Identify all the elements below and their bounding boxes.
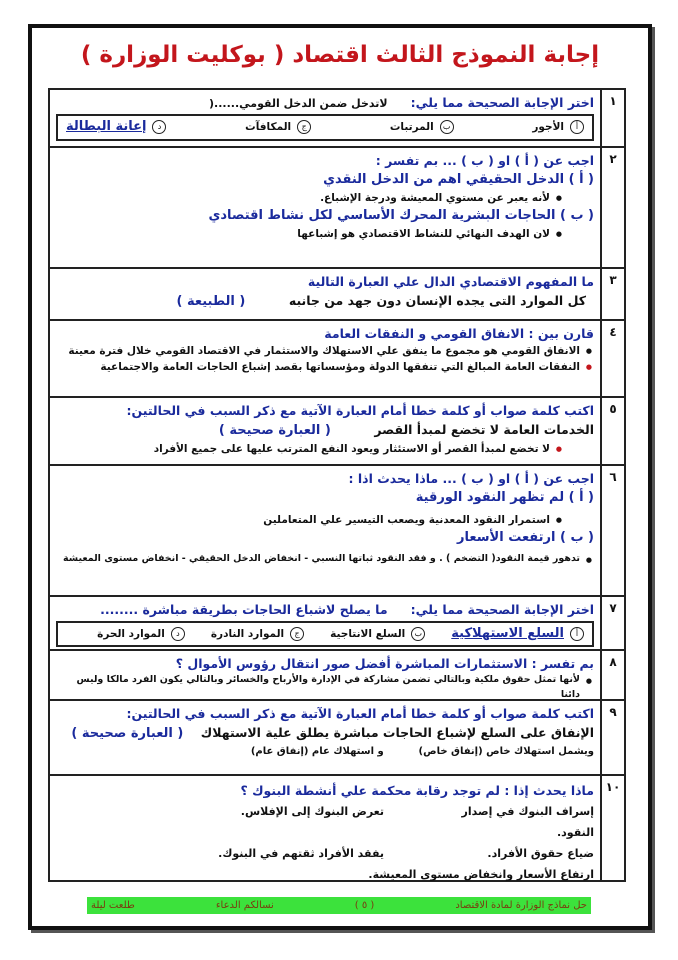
answer-bullet: ● لأنها تمثل حقوق ملكية وبالتالي تضمن مشاركة في الإدارة والأرباح والخسائر وبالتالي يكون الفرد مالكا وليس دائنا [56,673,594,702]
question-number: ٢ [600,148,624,267]
question-1 [50,90,624,148]
question-3 [50,269,624,321]
answer-item: ضياع حقوق الأفراد. [487,847,594,861]
answer-item: ارتفاع الأسعار وانخفاض مستوى المعيشة. [368,867,594,881]
footer-prayer: نسالكم الدعاء [215,900,274,911]
question-number: ٩ [600,701,624,774]
answer-bullet: ● لأنه يعبر عن مستوي المعيشة ودرجة الإشباع. [56,190,564,206]
answer-bullet: ● استمرار النقود المعدنية ويصعب التيسير علي المتعاملين [56,512,564,528]
option-text: الموارد الحرة [97,627,165,640]
option-letter: أ [570,120,584,134]
answer-bullet: ● لان الهدف النهائي للنشاط الاقتصادي هو إشباعها [56,226,564,242]
answers-table [48,88,626,882]
question-number: ٤ [600,321,624,396]
options-box [56,114,594,140]
question-number: ٥ [600,398,624,464]
question-number: ١٠ [600,776,624,880]
correct-answer: ( العبارة صحيحة ) [71,725,184,741]
question-stem: كل الموارد التى يجده الإنسان دون جهد من جانبه [288,292,586,308]
page-title: إجابة النموذج الثالث اقتصاد ( بوكليت الوزارة ) [80,42,600,68]
option-a [532,119,584,135]
page-frame [28,24,652,930]
option-letter: ج [297,120,311,134]
page-number: ( ٥ ) [354,900,375,911]
question-prompt: اجب عن ( أ ) او ( ب ) ... بم تفسر : [375,152,594,168]
option-letter: ب [440,120,454,134]
option-letter: أ [570,627,584,641]
question-6 [50,466,624,597]
footer-bar [87,897,591,914]
question-prompt: ماذا يحدث إذا : لم توجد رقابة محكمة علي أنشطة البنوك ؟ [240,782,594,798]
question-2 [50,148,624,269]
question-prompt: بم تفسر : الاستثمارات المباشرة أفضل صور انتقال رؤوس الأموال ؟ [175,655,594,671]
answer-item: إسراف البنوك في إصدار النقود. [461,805,594,840]
answer-note: و استهلاك عام (إنفاق عام) [250,746,384,758]
correct-answer: ( العبارة صحيحة ) [218,422,331,438]
option-letter: ج [290,627,304,641]
question-stem: الخدمات العامة لا تخضع لمبدأ القصر [374,421,594,437]
answer-bullet: ● لا تخضع لمبدأ القصر أو الاستئثار ويعود النفع المترتب عليها على جميع الأفراد [56,441,564,457]
question-number: ٦ [600,466,624,595]
correct-answer: ( الطبيعة ) [176,293,246,309]
question-10 [50,776,624,880]
answer-item: يفقد الأفراد ثقتهم في البنوك. [218,847,384,861]
question-stem: الإنفاق على السلع لإشباع الحاجات مباشرة يطلق علية الاستهلاك [200,724,594,740]
question-number: ٨ [600,651,624,699]
question-prompt: اكتب كلمة صواب أو كلمة خطا أمام العبارة الآتية مع ذكر السبب في الحالتين: [126,402,594,418]
question-prompt: اختر الإجابة الصحيحة مما يلي: [410,95,594,110]
option-letter: د [171,627,185,641]
option-d [97,626,185,642]
question-number: ٧ [600,597,624,649]
option-c [211,626,304,642]
part-b: ( ب ) الحاجات البشرية المحرك الأساسي لكل نشاط اقتصادي [208,208,594,224]
option-letter: د [152,120,166,134]
answer-bullet: ● تدهور قيمة النقود( التضخم ) . و فقد النقود ثباتها النسبي - انخفاض الدخل الحقيقي - انخفاض مستوى المعيشة [56,552,594,567]
question-prompt: اكتب كلمة صواب أو كلمة خطا أمام العبارة الآتية مع ذكر السبب في الحالتين: [126,705,594,721]
answer-bullet: ● الانفاق القومي هو مجموع ما ينفق علي الاستهلاك والاستثمار في الاقتصاد القومي خلال فترة معينة [56,343,594,359]
correct-answer: إعانة البطالة [66,119,147,135]
question-prompt: قارن بين : الانفاق القومي و النفقات العامة [324,325,594,341]
question-number: ٣ [600,269,624,319]
option-b [390,119,454,135]
question-8 [50,651,624,701]
option-text: المرتبات [389,121,434,134]
option-a [451,624,584,644]
question-number: ١ [600,90,624,146]
option-text: السلع الانتاجية [330,627,406,640]
option-text: الموارد النادرة [210,627,285,640]
part-a: ( أ ) الدخل الحقيقي اهم من الدخل النقدي [323,171,594,187]
question-5 [50,398,624,466]
part-b: ( ب ) ارتفعت الأسعار [457,530,594,546]
question-prompt: اختر الإجابة الصحيحة مما يلي: [410,601,594,617]
footer-author: طلعت ليلة [91,900,135,911]
option-text: الأجور [532,121,564,134]
question-4 [50,321,624,398]
question-prompt: ما المفهوم الاقتصادي الدال علي العبارة التالية [307,273,594,289]
answer-note: ويشمل استهلاك خاص (إنفاق خاص) [418,746,594,758]
footer-subject: حل نماذج الوزارة لمادة الاقتصاد [455,900,587,911]
correct-answer: السلع الاستهلاكية [451,625,564,641]
question-7 [50,597,624,651]
question-stem: لاتدخل ضمن الدخل القومي......( [209,97,388,110]
options-box [56,621,594,647]
question-stem: ما يصلح لاشباع الحاجات بطريقة مباشرة ........ [100,601,388,617]
option-text: المكافآت [245,121,292,134]
option-c [245,119,311,135]
answer-bullet: ● النفقات العامة المبالغ التي تنفقها الدولة ومؤسساتها بقصد إشباع الحاجات العامة والاجتماعية [56,359,594,375]
question-prompt: اجب عن ( أ ) او ( ب ) ... ماذا يحدث اذا : [348,470,594,486]
part-a: ( أ ) لم تظهر النقود الورقية [415,489,594,505]
question-9 [50,701,624,776]
answer-item: تعرض البنوك إلى الإفلاس. [240,805,384,819]
option-b [330,626,425,642]
option-letter: ب [411,627,425,641]
option-d [66,117,166,137]
